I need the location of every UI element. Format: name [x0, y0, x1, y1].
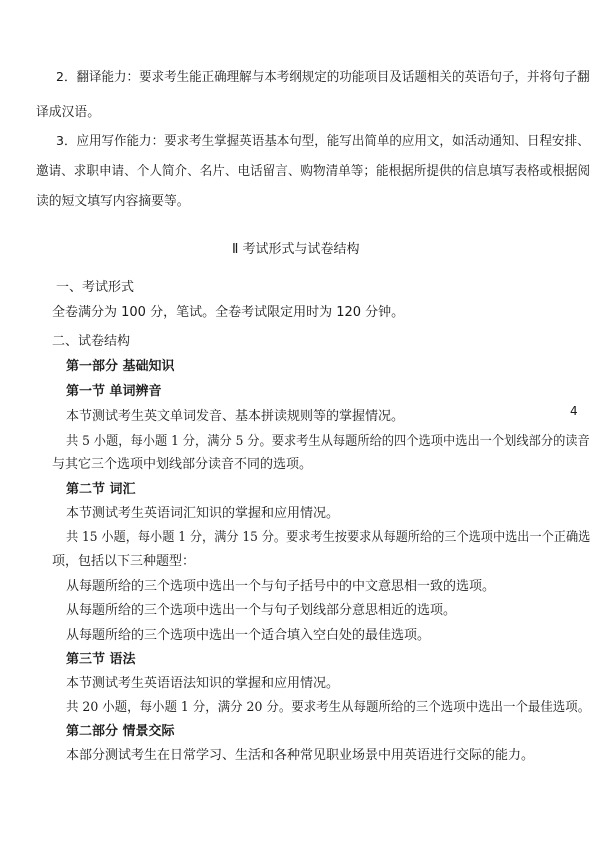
page-number: 4 [570, 404, 578, 418]
sec1-description: 本节测试考生英文单词发音、基本拼读规则等的掌握情况。 [66, 409, 405, 424]
sec2-rule-line-1: 共 15 小题，每小题 1 分，满分 15 分。要求考生按要求从每题所给的三个选项中选出一个正确选 [66, 530, 591, 545]
part2-heading: 第二部分 情景交际 [66, 724, 175, 739]
sec1-rule-line-1: 共 5 小题，每小题 1 分，满分 5 分。要求考生从每题所给的四个选项中选出一个划线部分的读音 [66, 434, 590, 449]
sec2-heading: 第二节 词汇 [66, 482, 136, 497]
part2-description: 本部分测试考生在日常学习、生活和各种常见职业场景中用英语进行交际的能力。 [66, 748, 535, 763]
sec2-question-type-3: 从每题所给的三个选项中选出一个适合填入空白处的最佳选项。 [66, 628, 431, 643]
sec3-heading: 第三节 语法 [66, 652, 136, 667]
sec1-rule-line-2: 与其它三个选项中划线部分读音不同的选项。 [52, 457, 313, 472]
sec2-rule-line-2: 项，包括以下三种题型： [52, 554, 196, 569]
sec2-description: 本节测试考生英语词汇知识的掌握和应用情况。 [66, 506, 340, 521]
ability-writing-line-1: 3．应用写作能力：要求考生掌握英语基本句型，能写出简单的应用文，如活动通知、日程安排、 [56, 134, 590, 149]
sec2-question-type-1: 从每题所给的三个选项中选出一个与句子括号中的中文意思相一致的选项。 [66, 579, 496, 594]
sec3-rule: 共 20 小题，每小题 1 分，满分 20 分。要求考生从每题所给的三个选项中选出一个最佳选项。 [66, 700, 591, 715]
exam-form-heading: 一、考试形式 [56, 280, 135, 295]
ability-writing-line-2: 邀请、求职申请、个人简介、名片、电话留言、购物清单等；能根据所提供的信息填写表格或根据阅 [36, 164, 591, 179]
sec1-heading: 第一节 单词辨音 [66, 384, 162, 399]
sec3-description: 本节测试考生英语语法知识的掌握和应用情况。 [66, 676, 340, 691]
part1-heading: 第一部分 基础知识 [66, 359, 175, 374]
sec2-question-type-2: 从每题所给的三个选项中选出一个与句子划线部分意思相近的选项。 [66, 603, 457, 618]
ability-writing-line-3: 读的短文填写内容摘要等。 [36, 194, 190, 209]
ability-translation-line-2: 译成汉语。 [36, 105, 100, 120]
ability-translation-line-1: 2．翻译能力：要求考生能正确理解与本考纲规定的功能项目及话题相关的英语句子，并将句子翻 [56, 70, 590, 85]
part2-title: Ⅱ 考试形式与试卷结构 [232, 242, 360, 257]
structure-heading: 二、试卷结构 [52, 334, 131, 349]
exam-form-text: 全卷满分为 100 分，笔试。全卷考试限定用时为 120 分钟。 [52, 305, 405, 320]
